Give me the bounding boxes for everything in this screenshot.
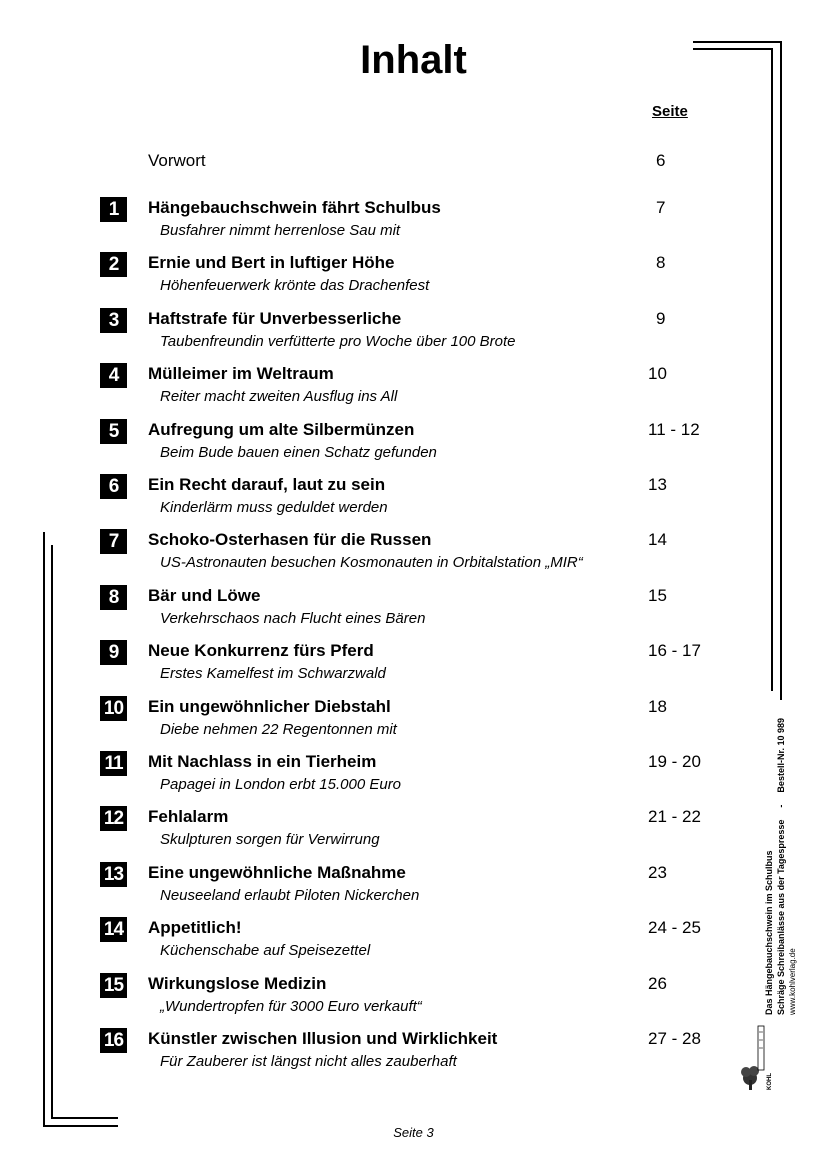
toc-entry [0, 585, 827, 635]
chapter-number-badge: 13 [100, 862, 127, 887]
toc-entry [0, 474, 827, 524]
chapter-page: 11 - 12 [648, 420, 700, 439]
chapter-title: Mülleimer im Weltraum [148, 364, 334, 383]
toc-entry [0, 973, 827, 1023]
chapter-title: Ein ungewöhnlicher Diebstahl [148, 697, 391, 716]
chapter-title: Appetitlich! [148, 918, 242, 937]
chapter-number-badge: 9 [100, 640, 127, 665]
chapter-page: 9 [656, 309, 666, 328]
chapter-number-badge: 8 [100, 585, 127, 610]
chapter-subtitle: Busfahrer nimmt herrenlose Sau mit [160, 222, 401, 239]
chapter-page: 19 - 20 [648, 752, 701, 771]
toc-entry [0, 696, 827, 746]
chapter-page: 10 [648, 364, 667, 383]
chapter-subtitle: US-Astronauten besuchen Kosmonauten in Orbitalstation „MIR“ [160, 554, 583, 571]
page-footer: Seite 3 [393, 1125, 434, 1140]
page-title: Inhalt [360, 38, 467, 82]
chapter-page: 27 - 28 [648, 1029, 701, 1048]
sidebar-imprint [763, 685, 803, 1015]
chapter-page: 18 [648, 697, 667, 716]
chapter-page: 15 [648, 586, 667, 605]
chapter-page: 14 [648, 530, 667, 549]
chapter-title: Fehlalarm [148, 807, 229, 826]
chapter-title: Aufregung um alte Silbermünzen [148, 420, 415, 439]
chapter-subtitle: Kinderlärm muss geduldet werden [160, 499, 388, 516]
toc-entry [0, 419, 827, 469]
chapter-subtitle: Beim Bude bauen einen Schatz gefunden [160, 444, 437, 461]
sidebar-book-title: Das Hängebauchschwein im Schulbus [764, 850, 774, 1015]
chapter-title: Ein Recht darauf, laut zu sein [148, 475, 386, 494]
chapter-subtitle: Erstes Kamelfest im Schwarzwald [160, 665, 386, 682]
chapter-number-badge: 5 [100, 419, 127, 444]
chapter-subtitle: Neuseeland erlaubt Piloten Nickerchen [160, 887, 420, 904]
chapter-subtitle: Verkehrschaos nach Flucht eines Bären [160, 610, 426, 627]
chapter-number-badge: 4 [100, 363, 127, 388]
toc-entry [0, 308, 827, 358]
chapter-title: Wirkungslose Medizin [148, 974, 327, 993]
chapter-number-badge: 10 [100, 696, 127, 721]
toc-entry [0, 917, 827, 967]
chapter-subtitle: Höhenfeuerwerk krönte das Drachenfest [160, 277, 430, 294]
toc-entry [0, 197, 827, 247]
chapter-title: Künstler zwischen Illusion und Wirklichkeit [148, 1029, 498, 1048]
sidebar-order-number: Bestell-Nr. 10 989 [776, 718, 786, 793]
chapter-page: 24 - 25 [648, 918, 701, 937]
vorwort-title: Vorwort [148, 151, 206, 170]
chapter-subtitle: Skulpturen sorgen für Verwirrung [160, 831, 380, 848]
chapter-number-badge: 2 [100, 252, 127, 277]
chapter-number-badge: 15 [100, 973, 127, 998]
chapter-title: Hängebauchschwein fährt Schulbus [148, 198, 441, 217]
vorwort-page: 6 [656, 151, 666, 170]
publisher-logo-text: KOHL [767, 1073, 773, 1090]
chapter-subtitle: Reiter macht zweiten Ausflug ins All [160, 388, 398, 405]
page-column-header: Seite [652, 103, 688, 120]
chapter-page: 26 [648, 974, 667, 993]
toc-entry [0, 363, 827, 413]
chapter-subtitle: „Wundertropfen für 3000 Euro verkauft“ [160, 998, 422, 1015]
sidebar-separator: - [776, 804, 786, 808]
sidebar-publisher-url: www.kohlverlag.de [788, 948, 797, 1015]
chapter-page: 13 [648, 475, 667, 494]
toc-entry [0, 806, 827, 856]
chapter-number-badge: 16 [100, 1028, 127, 1053]
chapter-number-badge: 11 [100, 751, 127, 776]
toc-entry [0, 529, 827, 579]
chapter-title: Eine ungewöhnliche Maßnahme [148, 863, 406, 882]
chapter-title: Schoko-Osterhasen für die Russen [148, 530, 432, 549]
chapter-title: Bär und Löwe [148, 586, 261, 605]
chapter-page: 23 [648, 863, 667, 882]
chapter-subtitle: Für Zauberer ist längst nicht alles zauberhaft [160, 1053, 457, 1070]
chapter-subtitle: Küchenschabe auf Speisezettel [160, 942, 371, 959]
toc-entry [0, 1028, 827, 1078]
chapter-title: Mit Nachlass in ein Tierheim [148, 752, 377, 771]
toc-entry [0, 751, 827, 801]
chapter-page: 21 - 22 [648, 807, 701, 826]
chapter-subtitle: Diebe nehmen 22 Regentonnen mit [160, 721, 397, 738]
chapter-number-badge: 3 [100, 308, 127, 333]
chapter-subtitle: Papagei in London erbt 15.000 Euro [160, 776, 402, 793]
chapter-number-badge: 7 [100, 529, 127, 554]
toc-entry [0, 640, 827, 690]
toc-entry [0, 252, 827, 302]
chapter-page: 7 [656, 198, 666, 217]
chapter-number-badge: 14 [100, 917, 127, 942]
toc-entry [0, 862, 827, 912]
chapter-title: Ernie und Bert in luftiger Höhe [148, 253, 395, 272]
chapter-page: 16 - 17 [648, 641, 701, 660]
chapter-title: Neue Konkurrenz fürs Pferd [148, 641, 374, 660]
chapter-subtitle: Taubenfreundin verfütterte pro Woche über 100 Brote [160, 333, 516, 350]
chapter-number-badge: 12 [100, 806, 127, 831]
chapter-title: Haftstrafe für Unverbesserliche [148, 309, 402, 328]
sidebar-book-subtitle: Schräge Schreibanlässe aus der Tagespresse [776, 819, 786, 1015]
chapter-number-badge: 1 [100, 197, 127, 222]
publisher-logo-icon [740, 1022, 780, 1092]
chapter-number-badge: 6 [100, 474, 127, 499]
chapter-page: 8 [656, 253, 666, 272]
